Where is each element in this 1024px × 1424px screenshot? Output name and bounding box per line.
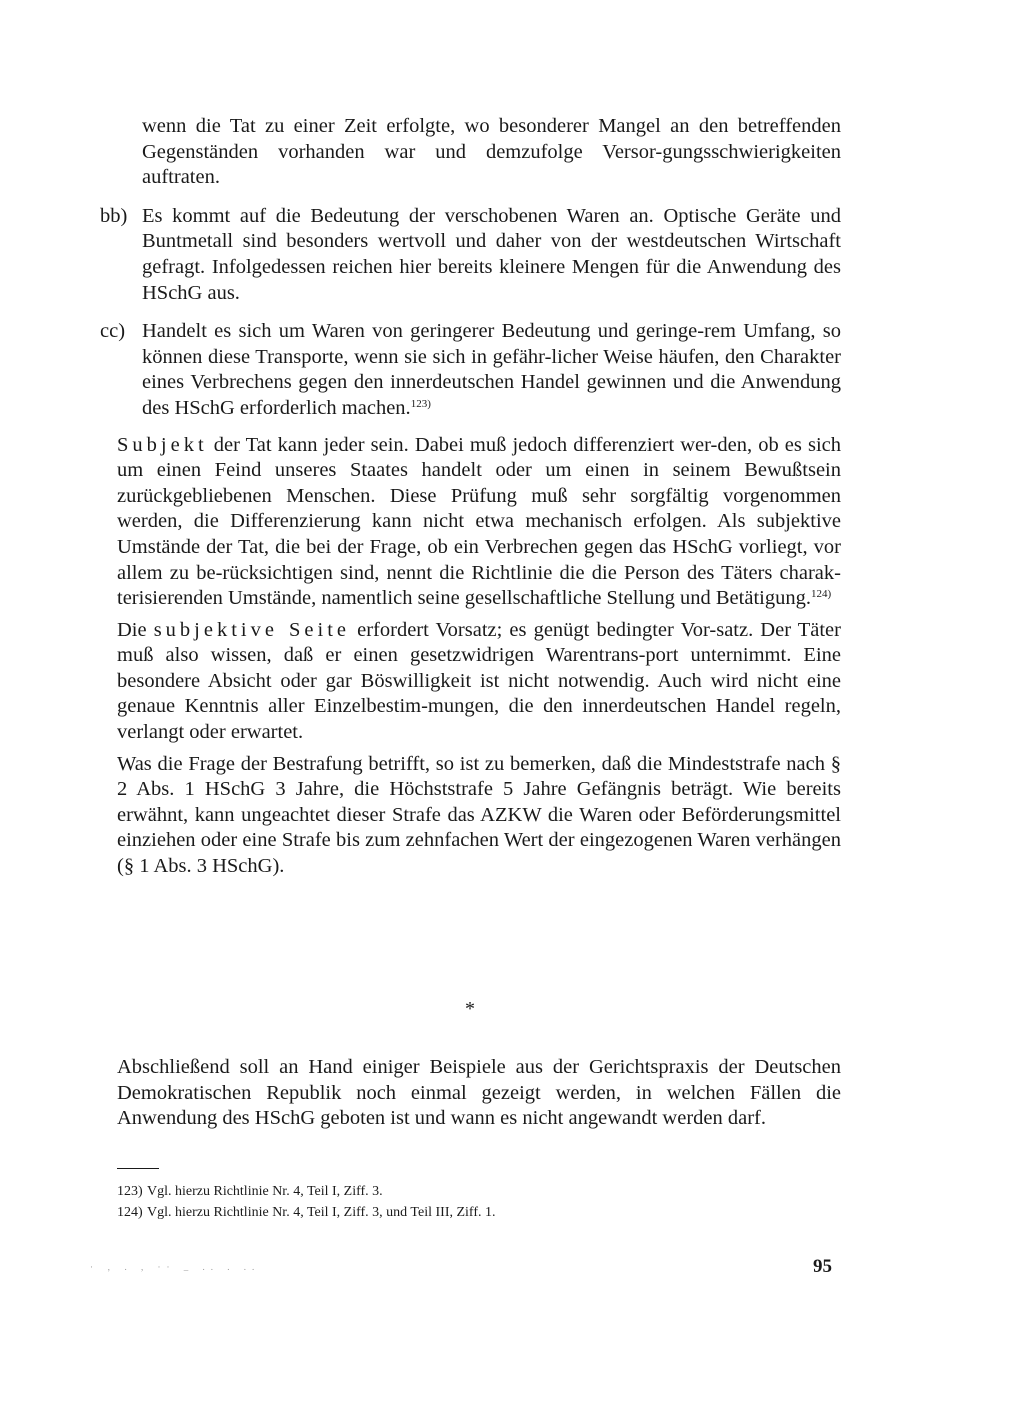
section-separator-star: *: [465, 998, 475, 1020]
footnote-number: 123): [117, 1184, 143, 1199]
footnote-text: Vgl. hierzu Richtlinie Nr. 4, Teil I, Ziff. 3.: [147, 1184, 383, 1199]
footnote-rule: [117, 1168, 159, 1169]
list-item-cc: [100, 319, 841, 421]
text-column-lower: [117, 1055, 841, 1132]
footnote-ref-124: 124): [810, 588, 832, 601]
footnote-123: [117, 1183, 383, 1201]
scan-speckles: · ‚ . , ·· _ .. . ..: [90, 1262, 261, 1272]
paragraph-subjektive-seite: [117, 618, 841, 746]
footnote-ref-123: 123): [410, 397, 431, 410]
list-item-bb-text: Es kommt auf die Bedeutung der verschobenen Waren an. Optische Geräte und Buntmetall sind besonders wertvoll und daher von der westdeutschen Wirtschaft gefragt. Infolgedessen reichen hier bereits kleinere Mengen für die Anwendung des HSchG aus.: [142, 204, 841, 304]
footnote-124: [117, 1204, 496, 1222]
list-marker-bb: bb): [100, 204, 128, 227]
paragraph-bestrafung: Was die Frage der Bestrafung betrifft, so ist zu bemerken, daß die Mindeststrafe nach § 2 Abs. 1 HSchG 3 Jahre, die Höchststrafe 5 Jahre Gefängnis beträgt. Wie bereits erwähnt, kann ungeachtet dieser Strafe das AZKW die Waren oder Beförderungsmittel einziehen oder eine Strafe bis zum zehnfachen Wert der eingezogenen Waren verhängen (§ 1 Abs. 3 HSchG).: [117, 752, 841, 878]
footnote-text: Vgl. hierzu Richtlinie Nr. 4, Teil I, Ziff. 3, und Teil III, Ziff. 1.: [147, 1205, 496, 1220]
list-item-cc-text: Handelt es sich um Waren von geringerer Bedeutung und geringe-rem Umfang, so können diese Transporte, wenn sie sich in gefähr-licher Weise häufen, den Charakter eines Verbrechens gegen den innerdeutschen Handel gewinnen und die Anwendung des HSchG erforderlich machen.: [142, 320, 841, 419]
page-number: 95: [813, 1256, 832, 1277]
paragraph-continuation: wenn die Tat zu einer Zeit erfolgte, wo besonderer Mangel an den betreffenden Gegenständen vorhanden war und demzufolge Versor-gungsschwierigkeiten auftraten.: [142, 115, 841, 189]
paragraph-abschluss: Abschließend soll an Hand einiger Beispiele aus der Gerichtspraxis der Deutschen Demokratischen Republik noch einmal gezeigt werden, in welchen Fällen die Anwendung des HSchG geboten ist und wann es nicht angewandt werden darf.: [117, 1056, 841, 1130]
spaced-term-subjekt: Subjekt: [117, 433, 208, 456]
paragraph-subjekt: [117, 433, 841, 612]
spaced-term-subjektive-seite: subjektive Seite: [153, 618, 351, 641]
footnote-number: 124): [117, 1205, 143, 1220]
paragraph-seite-text: erfordert Vorsatz; es genügt bedingter Vor-satz. Der Täter muß also wissen, daß er einen gesetzwidrigen Warentrans-port unternimmt. Eine besondere Absicht oder gar Böswilligkeit ist nicht notwendig. Auch wird nicht eine genaue Kenntnis aller Einzelbestim-mungen, die den innerdeutschen Handel regeln, verlangt oder erwartet.: [117, 618, 841, 744]
paragraph-seite-prefix: Die: [117, 618, 154, 641]
list-marker-cc: cc): [100, 320, 126, 343]
paragraph-subjekt-text: der Tat kann jeder sein. Dabei muß jedoch differenziert wer-den, ob es sich um einen Feind unseres Staates handelt oder um einen in seinem Bewußtsein zurückgebliebenen Menschen. Diese Prüfung muß sehr sorgfältig vorgenommen werden, die Differenzierung kann nicht etwa mechanisch erfolgen. Als subjektive Umstände der Tat, die bei der Frage, ob ein Verbrechen gegen das HSchG vorliegt, vor allem zu be-rücksichtigen sind, nennt die Richtlinie die die Person des Täters charak-terisierenden Umstände, namentlich seine gesellschaftliche Stellung und Betätigung.: [117, 433, 841, 610]
text-column: [100, 114, 841, 880]
list-item-bb: [100, 204, 841, 306]
